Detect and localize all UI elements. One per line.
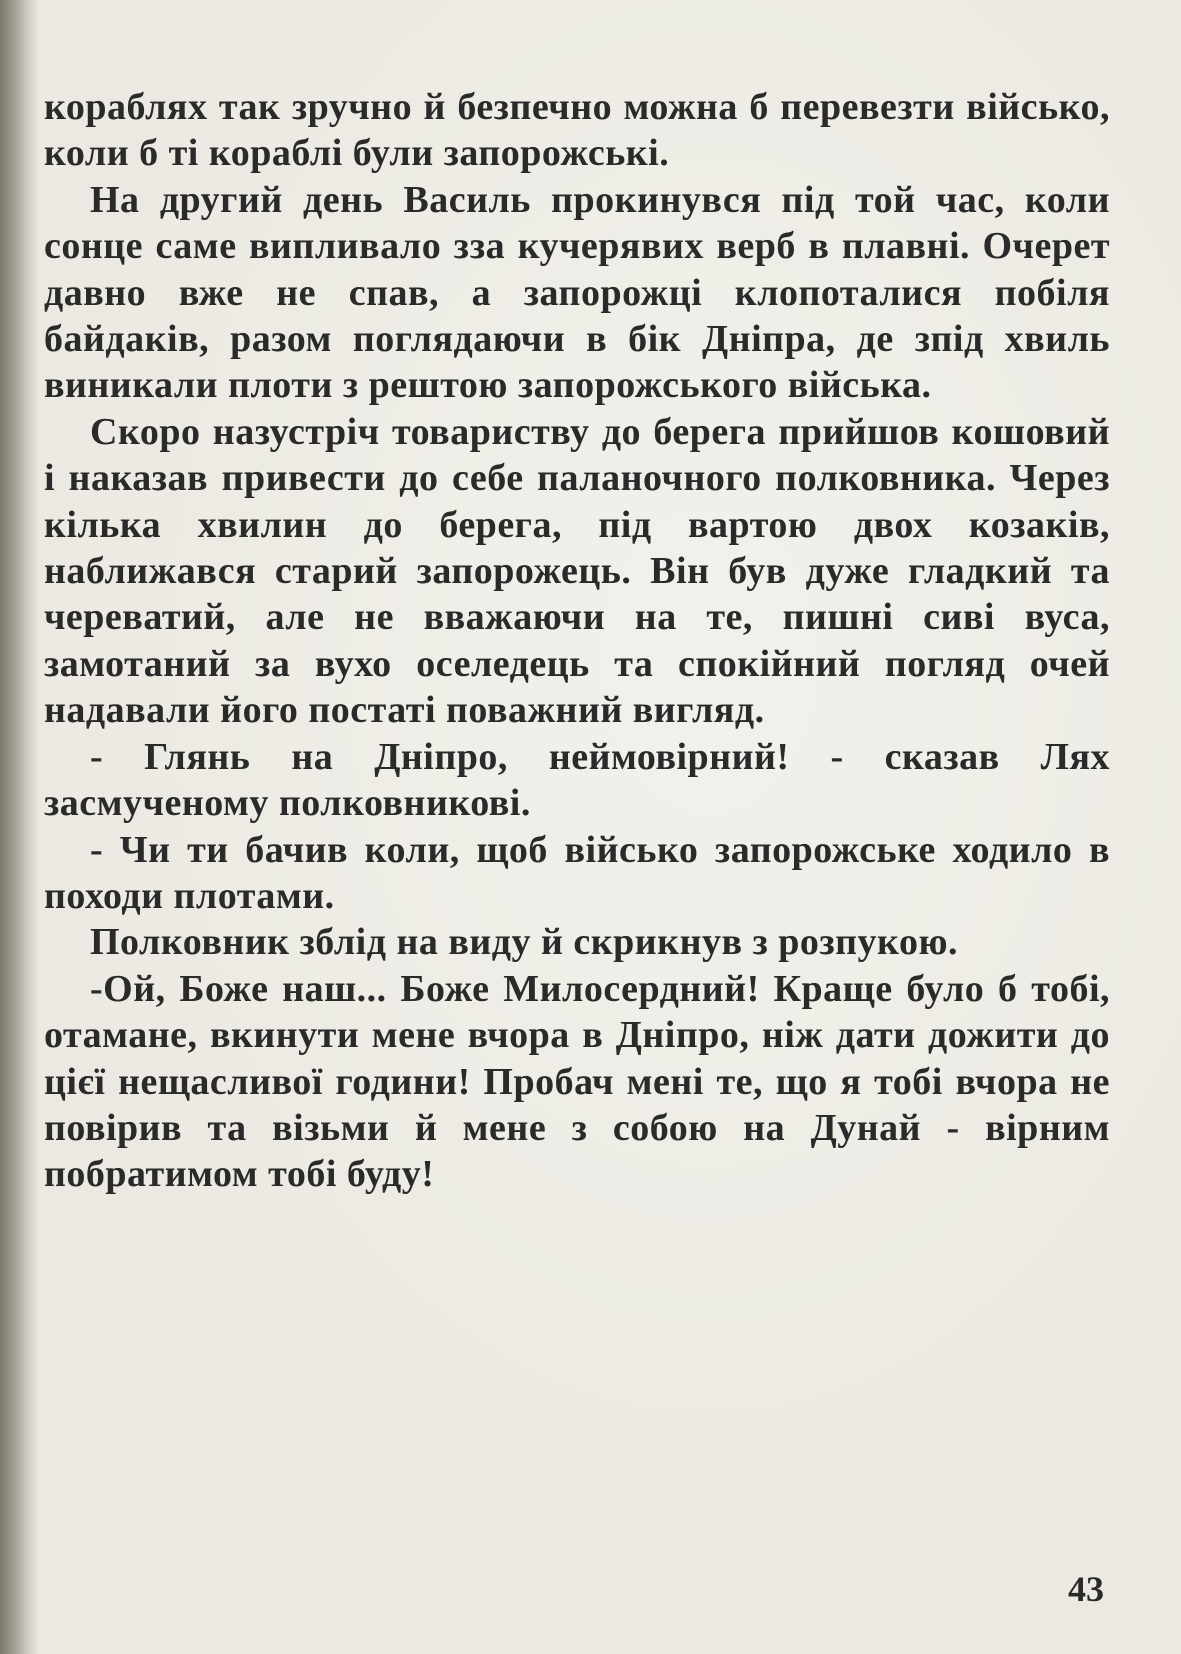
- paragraph-5: - Чи ти бачив коли, щоб військо запорожське ходило в походи плотами.: [44, 828, 1110, 917]
- paragraph-2: На другий день Василь прокинувся під той час, коли сонце саме випливало зза кучерявих верб в плавні. Очерет давно вже не спав, а запорожці клопоталися побіля байдаків, разом поглядаючи в бік Дніпра, де зпід хвиль виникали плоти з рештою запорожського війська.: [44, 178, 1110, 407]
- paragraph-1: кораблях так зручно й безпечно можна б перевезти військо, коли б ті кораблі були запорожські.: [44, 86, 1110, 175]
- paragraph-7: -Ой, Боже наш... Боже Милосердний! Краще було б тобі, отамане, вкинути мене вчора в Дніпро, ніж дати дожити до цієї нещасливої години! Пробач мені те, що я тобі вчора не повірив та візьми й мене з собою на Дунай - вірним побратимом тобі буду!: [44, 967, 1110, 1196]
- book-spine-shadow: [0, 0, 40, 1654]
- body-text: [44, 84, 1110, 1198]
- paragraph-3: Скоро назустріч товариству до берега прийшов кошовий і наказав привести до себе паланочного полковника. Через кілька хвилин до берега, під вартою двох козаків, наближався старий запорожець. Він був дуже гладкий та череватий, але не вважаючи на те, пишні сиві вуса, замотаний за вухо оселедець та спокійний погляд очей надавали його постаті поважний вигляд.: [44, 410, 1110, 732]
- paragraph-4: - Глянь на Дніпро, неймовірний! - сказав Лях засмученому полковникові.: [44, 735, 1110, 825]
- page-number: 43: [1068, 1569, 1104, 1609]
- paragraph-6: Полковник зблід на виду й скрикнув з розпукою.: [90, 921, 958, 964]
